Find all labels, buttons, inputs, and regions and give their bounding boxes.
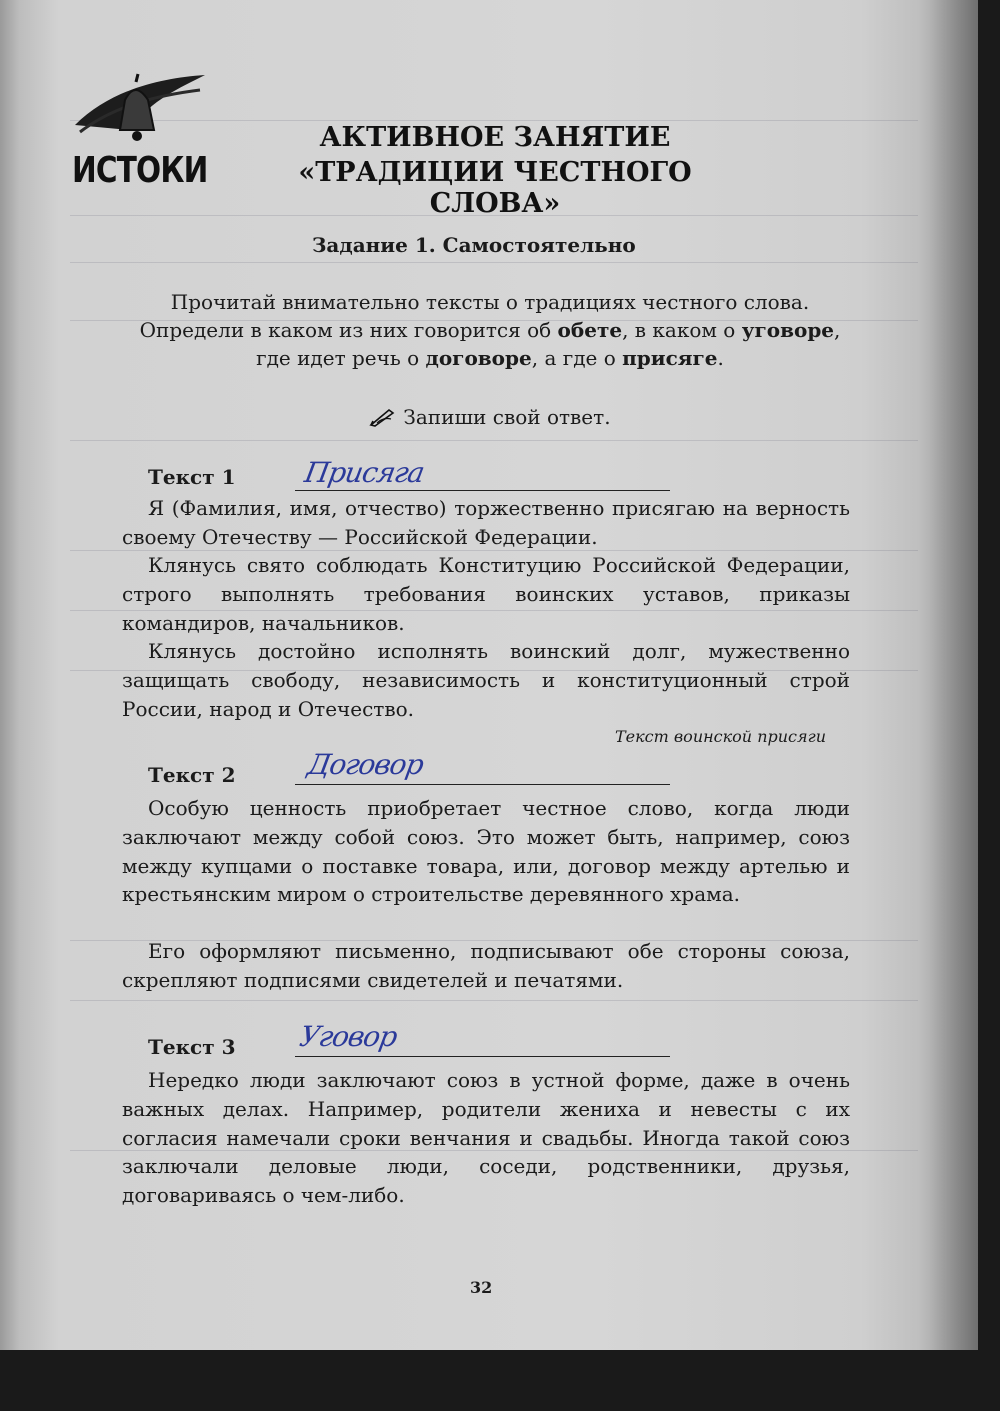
bell-icon [70,70,210,150]
text-1-answer[interactable]: Присяга [302,456,427,489]
page-number: 32 [470,1278,493,1297]
term-obet: обете [557,318,623,342]
text-3-answer[interactable]: Уговор [297,1020,400,1053]
text-1-paragraph: Я (Фамилия, имя, отчество) торжественно присягаю на верность своему Отечеству — Российской Федерации. [122,496,850,549]
text-1-label: Текст 1 [148,465,236,489]
text-1-source: Текст воинской присяги [614,727,826,746]
pen-hand-icon [369,407,395,427]
text-2-paragraph: Его оформляют письменно, подписывают обе стороны союза, скрепляют подписями свидетелей и печатями. [122,939,850,992]
task-intro: Прочитай внимательно тексты о традициях честного слова. Определи в каком из них говорится об обете, в каком о уговоре, где идет речь о договоре, а где о присяге. [139,290,841,370]
text-2-paragraph: Особую ценность приобретает честное слово, когда люди заключают между собой союз. Это может быть, например, союз между купцами о поставке товара, или, договор между артелью и крестьянским миром о строительстве деревянного храма. [122,796,850,907]
page-subtitle: «ТРАДИЦИИ ЧЕСТНОГО СЛОВА» [298,157,692,219]
text-3-label: Текст 3 [148,1035,236,1059]
text-1-paragraph: Клянусь свято соблюдать Конституцию Российской Федерации, строго выполнять требования воинских уставов, приказы командиров, начальников. [122,553,850,635]
text-2-label: Текст 2 [148,763,236,787]
term-dogovor: договоре [425,346,532,370]
term-ugovor: уговоре [741,318,835,342]
term-prisyaga: присяге [622,346,718,370]
logo-text: ИСТОКИ [72,150,208,191]
write-instruction: Запиши свой ответ. [120,405,860,429]
text-3-paragraph: Нередко люди заключают союз в устной форме, даже в очень важных делах. Например, родители жениха и невесты с их согласия намечали сроки венчания и свадьбы. Иногда такой союз заключали деловые люди, соседи, родственники, друзья, договариваясь о чем-либо. [122,1068,850,1208]
page-title: АКТИВНОЕ ЗАНЯТИЕ [319,122,671,153]
text-2-answer[interactable]: Договор [305,748,426,781]
text-3-answer-line [295,1056,670,1057]
text-1-paragraph: Клянусь достойно исполнять воинский долг, мужественно защищать свободу, независимость и конституционный строй России, народ и Отечество. [122,639,850,721]
text-2-answer-line [295,784,670,785]
text-1-answer-line [295,490,670,491]
task-heading: Задание 1. Самостоятельно [312,233,636,257]
